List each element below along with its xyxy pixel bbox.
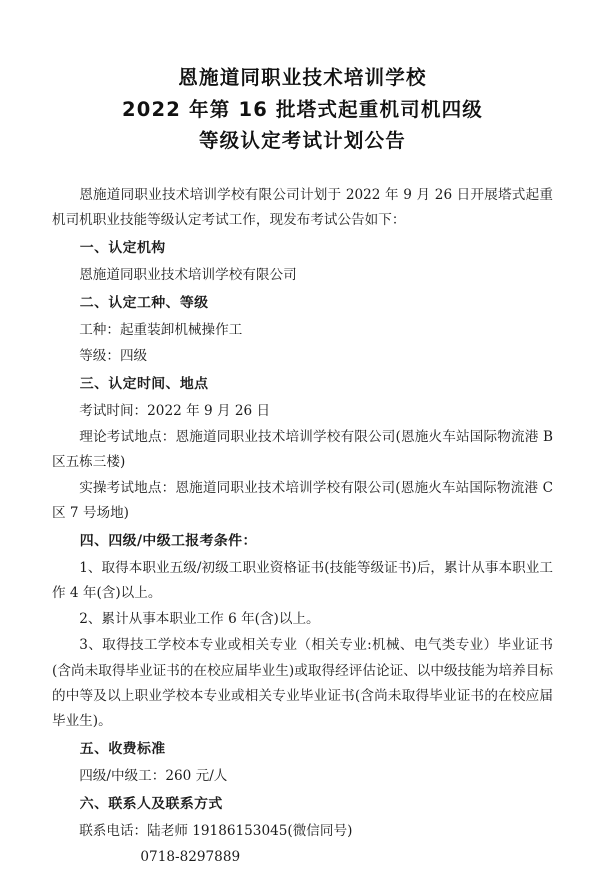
document-title [52,62,553,157]
section-4-item-1: 1、取得本职业五级/初级工职业资格证书(技能等级证书)后，累计从事本职业工作 4 年(含)以上。 [52,560,553,602]
section-heading-4: 四、四级/中级工报考条件： [79,533,257,550]
title-line-2: 2022 年第 16 批塔式起重机司机四级 [122,97,483,121]
section-3-line-3: 实操考试地点：恩施道同职业技术培训学校有限公司(恩施火车站国际物流港 C 区 7 号场地) [52,480,553,522]
section-6-line-2: 0718-8297889 [140,848,241,865]
intro-paragraph: 恩施道同职业技术培训学校有限公司计划于 2022 年 9 月 26 日开展塔式起重机司机职业技能等级认定考试工作，现发布考试公告如下： [52,186,553,228]
section-5-line-1: 四级/中级工：260 元/人 [79,767,228,784]
section-6-line-1: 联系电话：陆老师 19186153045(微信同号) [79,822,353,839]
document-body [52,183,553,870]
section-3-line-2: 理论考试地点：恩施道同职业技术培训学校有限公司(恩施火车站国际物流港 B 区五栋三楼) [52,428,553,470]
section-2-line-2: 等级：四级 [79,347,148,364]
section-heading-3: 三、认定时间、地点 [79,375,209,392]
section-heading-1: 一、认定机构 [79,240,166,257]
section-4-item-2: 2、累计从事本职业工作 6 年(含)以上。 [79,611,320,628]
section-heading-5: 五、收费标准 [79,741,166,757]
section-1-line-1: 恩施道同职业技术培训学校有限公司 [79,266,297,283]
section-3-line-1: 考试时间：2022 年 9 月 26 日 [79,402,271,419]
section-2-line-1: 工种：起重装卸机械操作工 [79,321,243,338]
title-line-1: 恩施道同职业技术培训学校 [178,66,427,89]
title-line-3: 等级认定考试计划公告 [198,129,406,153]
section-heading-6: 六、联系人及联系方式 [79,795,223,812]
section-heading-2: 二、认定工种、等级 [79,294,209,311]
section-4-item-3: 3、取得技工学校本专业或相关专业（相关专业:机械、电气类专业）毕业证书(含尚未取得毕业证书的在校应届毕业生)或取得经评估论证、以中级技能为培养目标的中等及以上职业学校本专业或相关专业毕业证书(含尚未取得毕业证书的在校应届毕业生)。 [52,637,553,729]
